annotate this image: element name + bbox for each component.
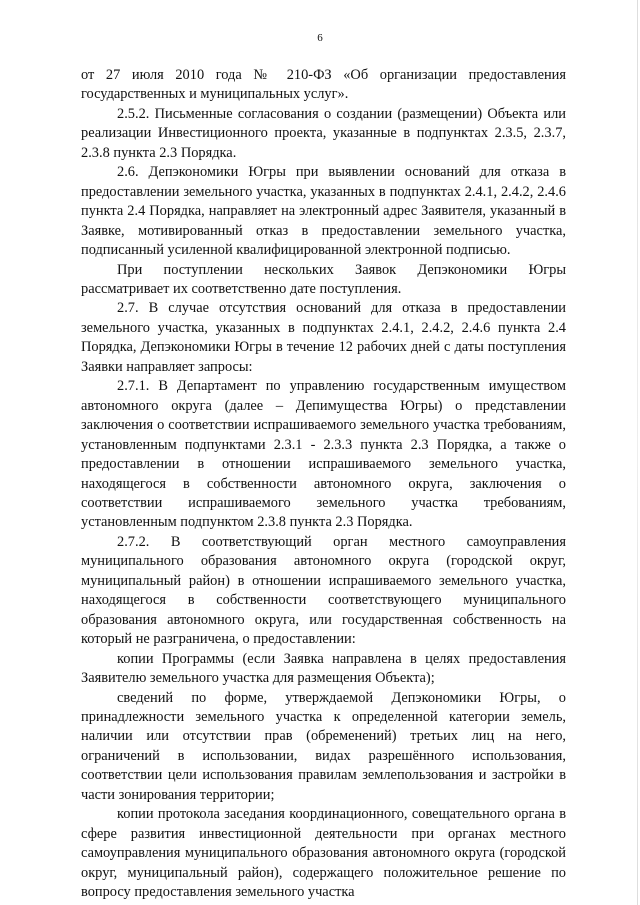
paragraph-information: сведений по форме, утверждаемой Депэкономики Югры, о принадлежности земельного участка к определенной категории земель, наличии или отсутствии прав (обременений) третьих лиц на него, ограничений в использовании, видах разрешённого использования, соответствии цели использования правилам землепользования и застройки в части зонирования территории; — [81, 689, 566, 803]
paragraph-multiple-applications: При поступлении нескольких Заявок Депэкономики Югры рассматривает их соответственно дате поступления. — [81, 261, 566, 297]
paragraph-program-copies: копии Программы (если Заявка направлена в целях предоставления Заявителю земельного участка для размещения Объекта); — [81, 650, 566, 687]
paragraph-2-7-2: 2.7.2. В соответствующий орган местного самоуправления муниципального образования автономного округа (городской округ, муниципальный район) в отношении испрашиваемого земельного участка, находящегося в собственности соответствующего муниципального образования автономного округа, или государственная собственность на который не разграничена, о предоставлении: — [81, 533, 566, 648]
paragraph-2-6: 2.6. Депэкономики Югры при выявлении оснований для отказа в предоставлении земельного участка, указанных в подпунктах 2.4.1, 2.4.2, 2.4.6 пункта 2.4 Порядка, направляет на электронный адрес Заявителя, указанный в Заявке, мотивированный отказ в предоставлении земельного участка, подписанный усиленной квалифицированной электронной подписью. — [81, 164, 566, 259]
page-number: 6 — [317, 32, 323, 44]
paragraph-continuation: от 27 июля 2010 года № 210-ФЗ «Об организации предоставления государственных и муниципальных услуг». — [81, 67, 566, 103]
paragraph-protocol-copies: копии протокола заседания координационного, совещательного органа в сфере развития инвестиционной деятельности при органах местного самоуправления муниципального образования автономного округа (городской округ, муниципальный район), содержащего положительное решение по вопросу предоставления земельного участка — [81, 806, 566, 901]
paragraph-2-5-2: 2.5.2. Письменные согласования о создании (размещении) Объекта или реализации Инвестиционного проекта, указанные в подпунктах 2.3.5, 2.3.7, 2.3.8 пункта 2.3 Порядка. — [81, 105, 566, 161]
paragraph-2-7-1: 2.7.1. В Департамент по управлению государственным имуществом автономного округа (далее – Депимущества Югры) о представлении заключения о соответствии испрашиваемого земельного участка требованиям, установленным подпунктами 2.3.1 - 2.3.3 пункта 2.3 Порядка, а также о предоставлении в отношении испрашиваемого земельного участка, находящегося в собственности автономного округа, заключения о соответствии испрашиваемого земельного участка требованиям, установленным подпунктом 2.3.8 пункта 2.3 Порядка. — [81, 378, 566, 531]
paragraph-2-7: 2.7. В случае отсутствия оснований для отказа в предоставлении земельного участка, указанных в подпунктах 2.4.1, 2.4.2, 2.4.6 пункта 2.4 Порядка, Депэкономики Югры в течение 12 рабочих дней с даты поступления Заявки направляет запросы: — [81, 300, 566, 375]
scan-edge-line — [637, 0, 638, 905]
document-body — [81, 66, 566, 902]
